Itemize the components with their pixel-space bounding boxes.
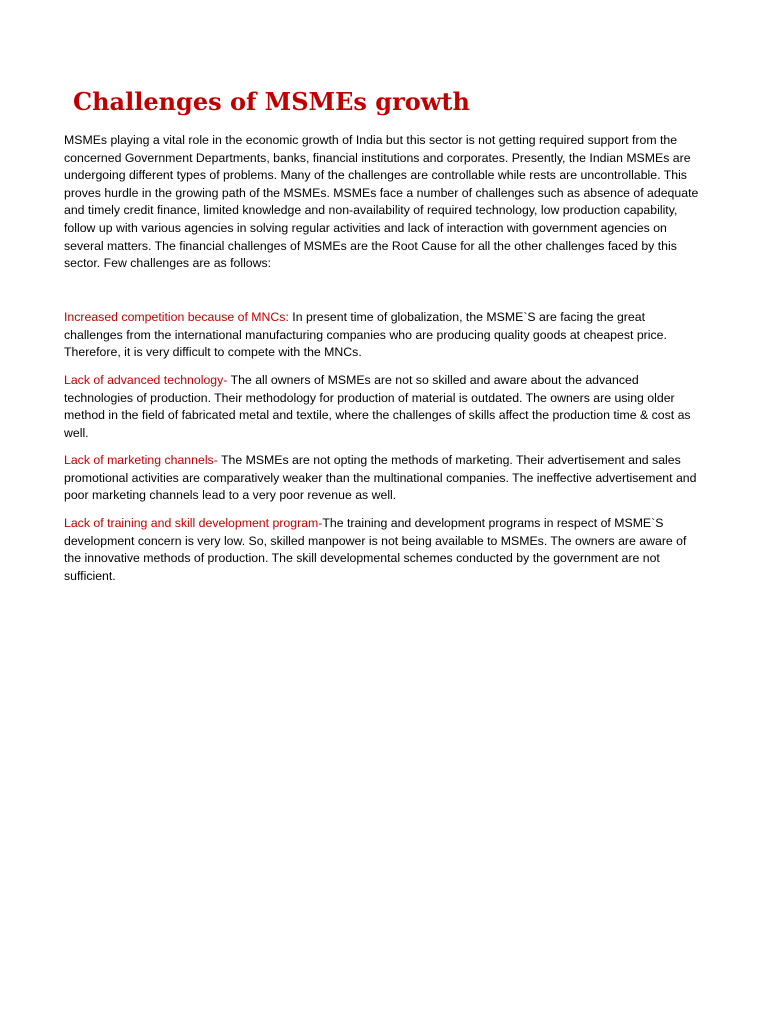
challenge-text: In present time of globalization, the MSME`S are facing the great challenges from the international manufacturing companies who are producing quality goods at cheapest price. Therefore, it is very difficult to compete with the MNCs. <box>64 310 667 360</box>
challenge-heading: Increased competition because of MNCs: <box>64 310 289 324</box>
challenge-paragraph-marketing-channels <box>64 452 706 505</box>
intro-paragraph: MSMEs playing a vital role in the economic growth of India but this sector is not getting required support from the concerned Government Departments, banks, financial institutions and corporates. Presently, the Indian MSMEs are undergoing different types of problems. Many of the challenges are controllable while rests are uncontrollable. This proves hurdle in the growing path of the MSMEs. MSMEs face a number of challenges such as absence of adequate and timely credit finance, limited knowledge and non-availability of required technology, low production capability, follow up with various agencies in solving regular activities and lack of interaction with government agencies on several matters. The financial challenges of MSMEs are the Root Cause for all the other challenges faced by this sector. Few challenges are as follows: <box>64 133 699 271</box>
challenge-text: The training and development programs in respect of MSME`S development concern is very low. So, skilled manpower is not being available to MSMEs. The owners are aware of the innovative methods of production. The skill developmental schemes conducted by the government are not sufficient. <box>64 516 687 583</box>
document-title: Challenges of MSMEs growth <box>73 87 470 116</box>
challenge-paragraph-advanced-technology <box>64 372 706 442</box>
challenge-heading: Lack of marketing channels- <box>64 453 218 467</box>
challenge-text: The MSMEs are not opting the methods of marketing. Their advertisement and sales promotional activities are comparatively weaker than the multinational companies. The ineffective advertisement and poor marketing channels lead to a very poor revenue as well. <box>64 453 697 503</box>
challenge-heading: Lack of training and skill development program- <box>64 516 323 530</box>
challenge-paragraph-training-skill-development <box>64 515 706 585</box>
challenge-text: The all owners of MSMEs are not so skilled and aware about the advanced technologies of production. Their methodology for production of material is outdated. The owners are using older method in the field of fabricated metal and textile, where the challenges of skills affect the production time & cost as well. <box>64 373 691 440</box>
challenge-heading: Lack of advanced technology- <box>64 373 228 387</box>
challenge-paragraph-mnc-competition <box>64 309 706 362</box>
